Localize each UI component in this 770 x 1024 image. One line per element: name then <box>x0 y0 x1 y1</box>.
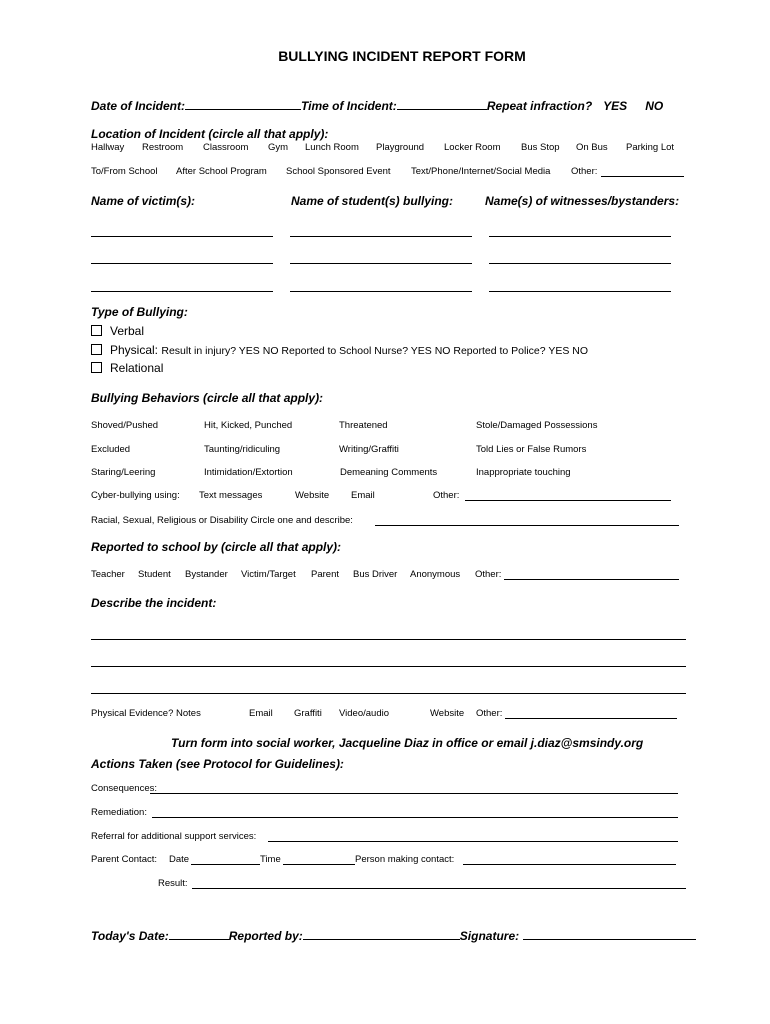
header-row <box>91 98 663 113</box>
relational-row <box>91 361 163 375</box>
signature-label: Signature: <box>459 929 520 943</box>
footer-row <box>91 928 696 943</box>
behavior-option[interactable]: Inappropriate touching <box>476 467 571 478</box>
behavior-option[interactable]: Threatened <box>339 420 388 431</box>
victim-name-field[interactable] <box>91 236 273 237</box>
behavior-option[interactable]: Demeaning Comments <box>340 467 438 478</box>
verbal-label: Verbal <box>110 324 145 338</box>
location-heading: Location of Incident (circle all that apply): <box>91 127 329 141</box>
cyber-option[interactable]: Email <box>351 490 375 501</box>
person-contact-field[interactable] <box>463 864 676 865</box>
location-option[interactable]: Classroom <box>203 142 249 153</box>
behavior-option[interactable]: Told Lies or False Rumors <box>476 444 587 455</box>
cyber-option[interactable]: Text messages <box>199 490 263 501</box>
person-contact-label: Person making contact: <box>355 854 455 865</box>
location-option[interactable]: Hallway <box>91 142 125 153</box>
time-of-incident-field[interactable] <box>397 98 487 110</box>
location-option[interactable]: On Bus <box>576 142 608 153</box>
behavior-option[interactable]: Intimidation/Extortion <box>204 467 293 478</box>
location-option[interactable]: Parking Lot <box>626 142 675 153</box>
date-of-incident-label: Date of Incident: <box>91 99 186 113</box>
bully-name-field[interactable] <box>290 236 472 237</box>
location-other-field[interactable] <box>601 176 684 177</box>
evidence-other-field[interactable] <box>505 718 677 719</box>
location-other-label: Other: <box>571 166 598 177</box>
behaviors-heading: Bullying Behaviors (circle all that apply): <box>91 391 324 405</box>
racial-label: Racial, Sexual, Religious or Disability Circle one and describe: <box>91 515 353 526</box>
turn-in-instructions: Turn form into social worker, Jacqueline Diaz in office or email j.diaz@smsindy.org <box>171 736 644 750</box>
reported-by-field[interactable] <box>303 928 460 940</box>
bully-label: Name of student(s) bullying: <box>291 194 453 208</box>
location-option[interactable]: Locker Room <box>444 142 501 153</box>
reporter-option[interactable]: Student <box>138 569 171 580</box>
repeat-no-option[interactable]: NO <box>645 99 664 113</box>
consequences-label: Consequences: <box>91 783 158 794</box>
physical-label: Physical: <box>110 343 159 357</box>
witness-name-field[interactable] <box>489 236 671 237</box>
witness-name-field[interactable] <box>489 291 671 292</box>
bully-name-field[interactable] <box>290 263 472 264</box>
physical-checkbox[interactable] <box>91 344 102 355</box>
behavior-option[interactable]: Shoved/Pushed <box>91 420 159 431</box>
location-option[interactable]: To/From School <box>91 166 158 177</box>
result-field[interactable] <box>192 888 686 889</box>
cyber-label: Cyber-bullying using: <box>91 490 180 501</box>
time-of-incident-label: Time of Incident: <box>301 99 397 113</box>
reporter-other-field[interactable] <box>504 579 679 580</box>
reporter-option[interactable]: Victim/Target <box>241 569 296 580</box>
cyber-other-field[interactable] <box>465 500 671 501</box>
location-option[interactable]: Text/Phone/Internet/Social Media <box>411 166 551 177</box>
reported-heading: Reported to school by (circle all that apply): <box>91 540 342 554</box>
behavior-option[interactable]: Taunting/ridiculing <box>204 444 281 455</box>
contact-date-label: Date <box>169 854 190 865</box>
reported-by-label: Reported by: <box>228 929 303 943</box>
repeat-infraction-label: Repeat infraction? <box>486 99 593 113</box>
todays-date-label: Today's Date: <box>91 929 169 943</box>
relational-checkbox[interactable] <box>91 362 102 373</box>
date-of-incident-field[interactable] <box>185 98 301 110</box>
describe-line[interactable] <box>91 666 686 667</box>
bullying-type-heading: Type of Bullying: <box>91 305 188 319</box>
reporter-option[interactable]: Parent <box>311 569 339 580</box>
location-option[interactable]: Bus Stop <box>521 142 560 153</box>
describe-line[interactable] <box>91 639 686 640</box>
behavior-option[interactable]: Staring/Leering <box>91 467 156 478</box>
victim-name-field[interactable] <box>91 291 273 292</box>
reporter-option[interactable]: Teacher <box>91 569 125 580</box>
reporter-option[interactable]: Bystander <box>185 569 228 580</box>
location-option[interactable]: Restroom <box>142 142 184 153</box>
cyber-other-label: Other: <box>433 490 460 501</box>
contact-time-field[interactable] <box>283 864 355 865</box>
actions-heading: Actions Taken (see Protocol for Guidelines): <box>91 757 344 771</box>
evidence-other-label: Other: <box>476 708 503 719</box>
physical-row <box>91 343 588 357</box>
referral-field[interactable] <box>268 841 678 842</box>
location-option[interactable]: After School Program <box>176 166 267 177</box>
reporter-other-label: Other: <box>475 569 502 580</box>
relational-label: Relational <box>110 361 164 375</box>
victim-label: Name of victim(s): <box>91 194 196 208</box>
parent-contact-label: Parent Contact: <box>91 854 158 865</box>
evidence-option[interactable]: Video/audio <box>339 708 390 719</box>
todays-date-field[interactable] <box>169 928 229 940</box>
behavior-option[interactable]: Excluded <box>91 444 131 455</box>
location-option[interactable]: Lunch Room <box>305 142 359 153</box>
evidence-option[interactable]: Graffiti <box>294 708 322 719</box>
behavior-option[interactable]: Hit, Kicked, Punched <box>204 420 293 431</box>
verbal-row <box>91 324 144 338</box>
verbal-checkbox[interactable] <box>91 325 102 336</box>
result-label: Result: <box>158 878 188 889</box>
location-option[interactable]: Playground <box>376 142 425 153</box>
referral-label: Referral for additional support services: <box>91 831 257 842</box>
racial-describe-field[interactable] <box>375 525 679 526</box>
evidence-option[interactable]: Website <box>430 708 465 719</box>
cyber-option[interactable]: Website <box>295 490 330 501</box>
contact-time-label: Time <box>260 854 281 865</box>
witness-name-field[interactable] <box>489 263 671 264</box>
physical-detail: Result in injury? YES NO Reported to School Nurse? YES NO Reported to Police? YES NO <box>161 345 589 357</box>
evidence-option[interactable]: Email <box>249 708 273 719</box>
reporter-option[interactable]: Bus Driver <box>353 569 398 580</box>
witness-label: Name(s) of witnesses/bystanders: <box>485 194 680 208</box>
consequences-field[interactable] <box>150 793 678 794</box>
contact-date-field[interactable] <box>191 864 260 865</box>
repeat-yes-option[interactable]: YES <box>603 99 628 113</box>
behavior-option[interactable]: Stole/Damaged Possessions <box>476 420 598 431</box>
location-option[interactable]: Gym <box>268 142 289 153</box>
bully-name-field[interactable] <box>290 291 472 292</box>
signature-field[interactable] <box>523 928 696 940</box>
location-option[interactable]: School Sponsored Event <box>286 166 391 177</box>
form-title: BULLYING INCIDENT REPORT FORM <box>278 48 526 64</box>
describe-line[interactable] <box>91 693 686 694</box>
describe-heading: Describe the incident: <box>91 596 217 610</box>
evidence-label: Physical Evidence? Notes <box>91 708 201 719</box>
behavior-option[interactable]: Writing/Graffiti <box>339 444 399 455</box>
remediation-field[interactable] <box>152 817 678 818</box>
reporter-option[interactable]: Anonymous <box>410 569 461 580</box>
victim-name-field[interactable] <box>91 263 273 264</box>
remediation-label: Remediation: <box>91 807 147 818</box>
